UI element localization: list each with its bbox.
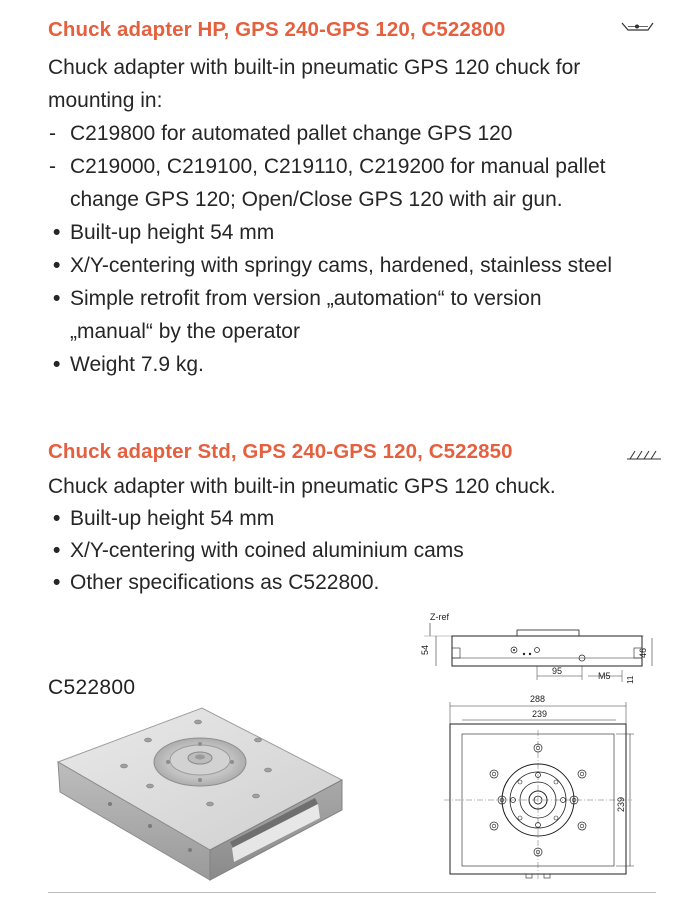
- list-item: - C219000, C219100, C219110, C219200 for manual pallet change GPS 120; Open/Close GPS 120 with air gun.: [49, 155, 606, 211]
- feature-list: [48, 117, 668, 381]
- top-view-drawing: [440, 690, 640, 886]
- section-title: Chuck adapter HP, GPS 240-GPS 120, C522800: [48, 18, 506, 41]
- thread-label: M5: [598, 671, 611, 681]
- list-item: • X/Y-centering with coined aluminium cams: [53, 539, 464, 562]
- hatched-surface-icon: [626, 448, 662, 462]
- dim-right: 46: [638, 647, 648, 658]
- list-item: • Built-up height 54 mm: [53, 221, 275, 244]
- section-std: [48, 440, 668, 610]
- section-intro: Chuck adapter with built-in pneumatic GPS 120 chuck for mounting in:: [48, 56, 581, 112]
- list-item: • Built-up height 54 mm: [53, 507, 275, 530]
- chuck-adapter-photo: [50, 700, 350, 885]
- surface-finish-icon: [620, 20, 654, 34]
- zref-label: Z-ref: [430, 612, 449, 622]
- section-title: Chuck adapter Std, GPS 240-GPS 120, C522850: [48, 440, 513, 463]
- dim-offset: 95: [552, 666, 563, 676]
- list-item: • Weight 7.9 kg.: [53, 353, 204, 376]
- list-item: - C219800 for automated pallet change GPS 120: [49, 122, 513, 145]
- dim-small: 11: [626, 675, 635, 684]
- dim-height: 54: [420, 644, 430, 655]
- list-item: • Other specifications as C522800.: [53, 571, 380, 594]
- dim-inner: 239: [532, 709, 548, 719]
- dim-side: 239: [616, 796, 626, 812]
- list-item: • Simple retrofit from version „automation“ to version „manual“ by the operator: [53, 287, 542, 343]
- section-intro: Chuck adapter with built-in pneumatic GPS 120 chuck.: [48, 475, 556, 498]
- side-view-drawing: [412, 608, 662, 688]
- divider: [48, 892, 656, 893]
- section-hp: [48, 18, 668, 413]
- figure-caption: C522800: [48, 676, 136, 699]
- feature-list: [48, 503, 668, 599]
- dim-outer: 288: [530, 694, 546, 704]
- list-item: • X/Y-centering with springy cams, hardened, stainless steel: [53, 254, 613, 277]
